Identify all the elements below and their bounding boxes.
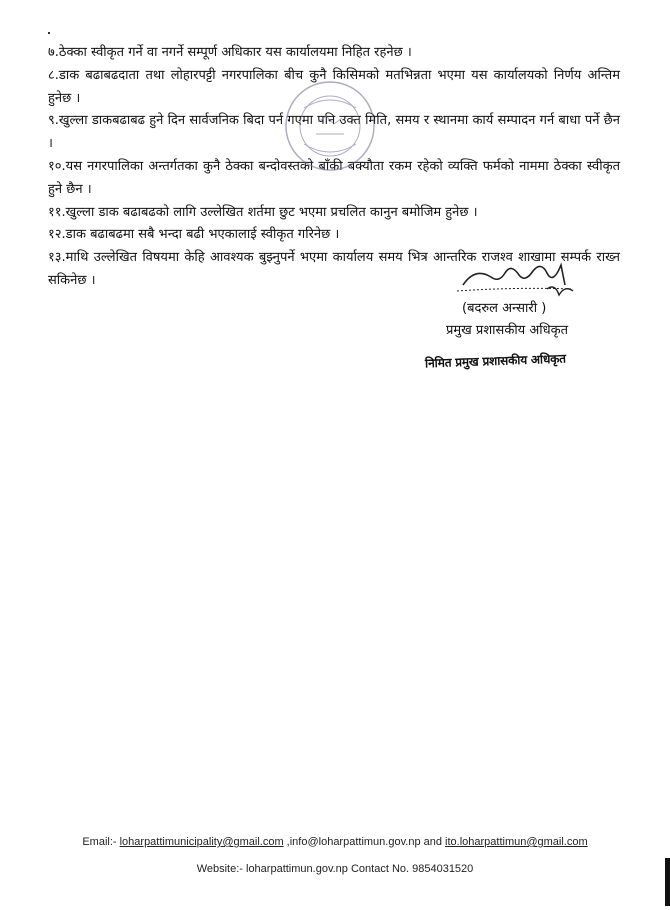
email-link-2[interactable]: ito.loharpattimun@gmail.com <box>445 836 588 848</box>
clause-11: ११.खुल्ला डाक बढाबढको लागि उल्लेखित शर्तमा छुट भएमा प्रचलित कानुन बमोजिम हुनेछ । <box>48 204 478 220</box>
signatory-designation: प्रमुख प्रशासकीय अधिकृत <box>446 323 569 338</box>
footer-email-line <box>0 836 670 848</box>
acting-officer-stamp: निमित प्रमुख प्रशासकीय अधिकृत <box>424 351 567 371</box>
signatory-name: (बदरुल अन्सारी ) <box>462 301 547 316</box>
clause-13: १३.माथि उल्लेखित विषयमा केहि आवश्यक बुझ्नुपर्ने भएमा कार्यालय समय भित्र आन्तरिक राजश्व शाखामा सम्पर्क राख्न सकिनेछ । <box>48 250 620 288</box>
municipality-seal <box>282 78 378 174</box>
scan-edge-mark <box>665 858 670 906</box>
clause-7: ७.ठेक्का स्वीकृत गर्ने वा नगर्ने सम्पूर्ण अधिकार यस कार्यालयमा निहित रहनेछ । <box>48 45 412 60</box>
handwritten-signature <box>455 255 580 300</box>
email-label: Email:- <box>82 836 120 848</box>
clause-8: ८.डाक बढाबढदाता तथा लोहारपट्टी नगरपालिका बीच कुनै किसिमको मतभिन्नता भएमा यस कार्यालयको निर्णय अन्तिम हुनेछ । <box>48 67 620 106</box>
scan-speck <box>48 32 50 34</box>
email-link-1[interactable]: loharpattimunicipality@gmail.com <box>119 836 284 848</box>
footer-website-line: Website:- loharpattimun.gov.np Contact No. 9854031520 <box>196 863 474 875</box>
clause-10: १०.यस नगरपालिका अन्तर्गतका कुनै ठेक्का बन्दोवस्तको बाँकी बक्यौता रकम रहेको व्यक्ति फर्मको नाममा ठेक्का स्वीकृत हुने छैन । <box>48 158 620 197</box>
email-separator: ,info@loharpattimun.gov.np and <box>283 836 446 848</box>
clause-9: ९.खुल्ला डाकबढाबढ हुने दिन सार्वजनिक बिदा पर्न गएमा पनि उक्त मिति, समय र स्थानमा कार्य सम्पादन गर्न बाधा पर्ने छैन । <box>48 113 620 152</box>
clause-12: १२.डाक बढाबढमा सबै भन्दा बढी भएकालाई स्वीकृत गरिनेछ । <box>48 227 340 243</box>
